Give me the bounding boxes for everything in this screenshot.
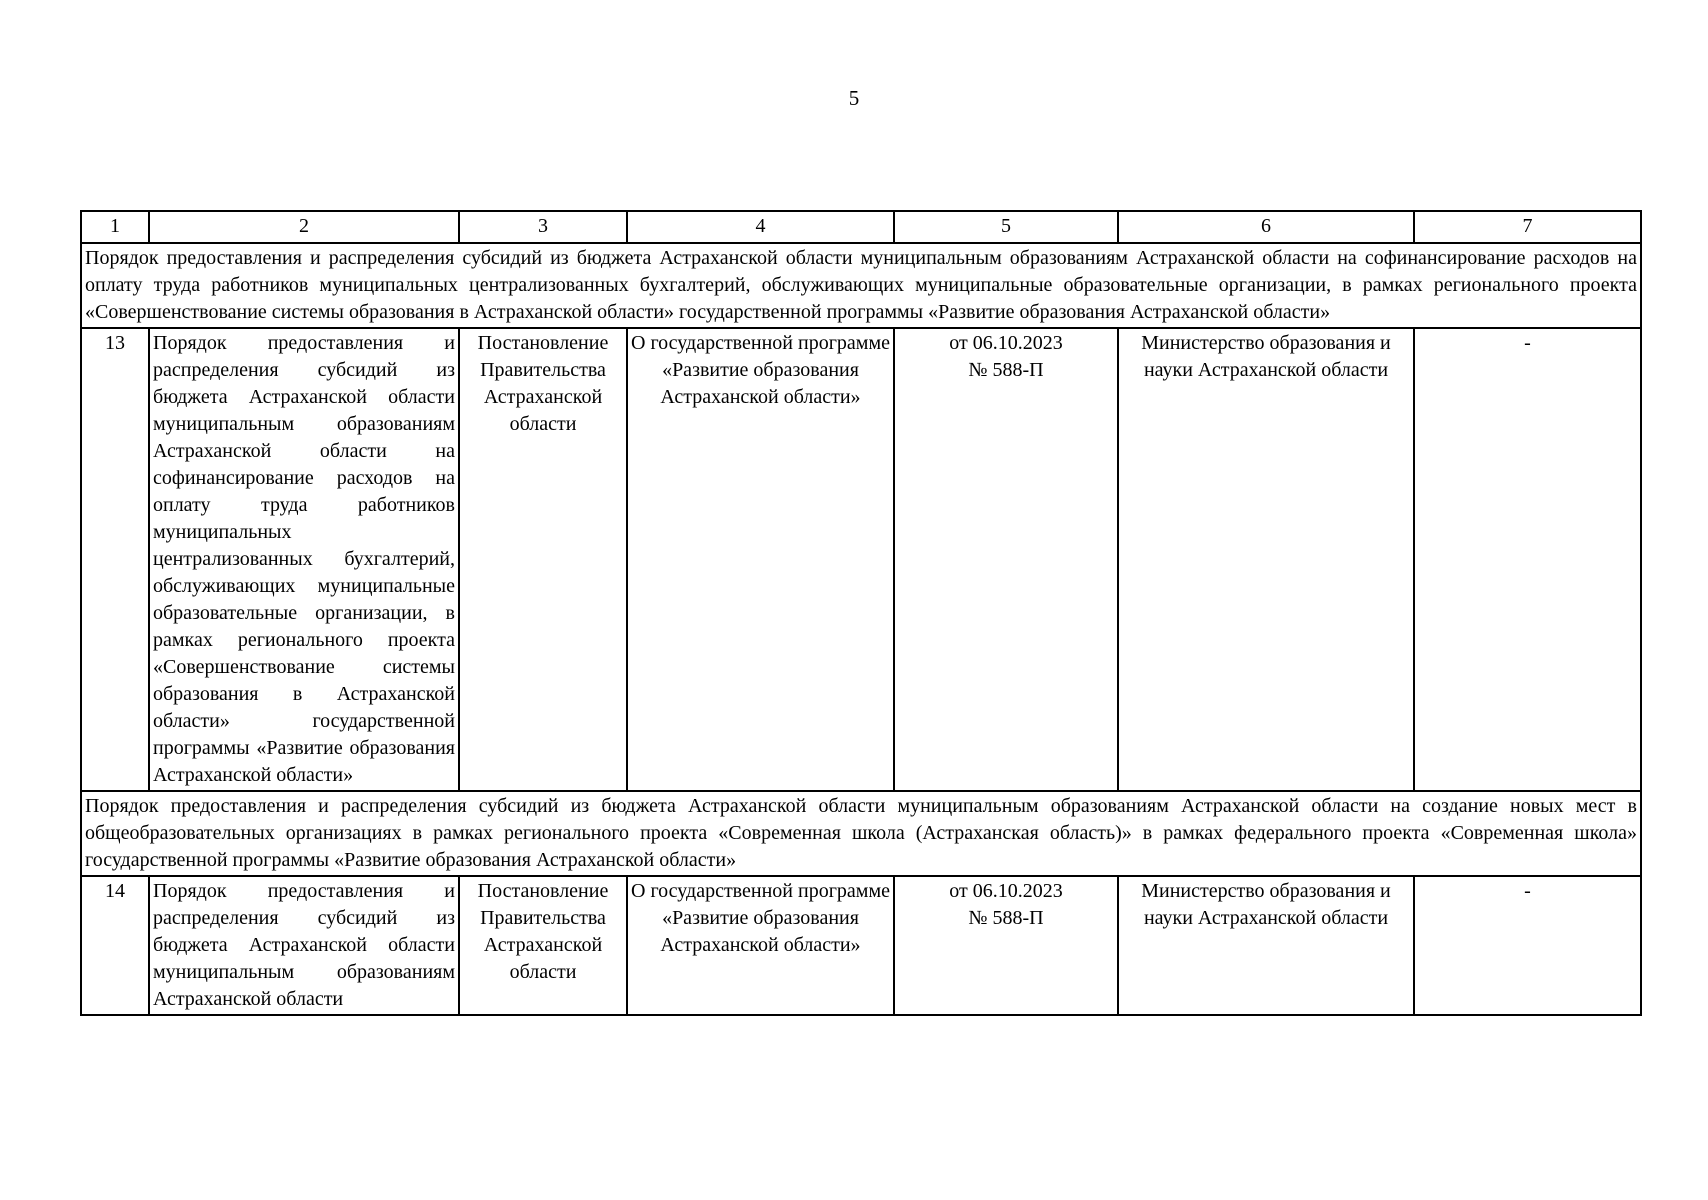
row-doc-date-number [894, 328, 1118, 791]
table-row [81, 876, 1641, 1015]
row-note: - [1414, 328, 1641, 791]
header-cell-1: 1 [81, 211, 149, 243]
header-cell-2: 2 [149, 211, 459, 243]
section-row [81, 791, 1641, 876]
row-doc-date: от 06.10.2023 [949, 332, 1063, 354]
row-note: - [1414, 876, 1641, 1015]
table-row [81, 328, 1641, 791]
header-cell-5: 5 [894, 211, 1118, 243]
header-cell-3: 3 [459, 211, 627, 243]
row-number: 13 [81, 328, 149, 791]
row-number: 14 [81, 876, 149, 1015]
header-cell-6: 6 [1118, 211, 1414, 243]
section-row [81, 243, 1641, 328]
header-cell-4: 4 [627, 211, 894, 243]
row-doc-date-number [894, 876, 1118, 1015]
section-title: Порядок предоставления и распределения субсидий из бюджета Астраханской области муниципальным образованиям Астраханской области на создание новых мест в общеобразовательных организациях в рамках регионального проекта «Современная школа (Астраханская область)» в рамках федерального проекта «Современная школа» государственной программы «Развитие образования Астраханской области» [81, 791, 1641, 876]
row-name: Порядок предоставления и распределения субсидий из бюджета Астраханской области муниципальным образованиям Астраханской области на софинансирование расходов на оплату труда работников муниципальных централизованных бухгалтерий, обслуживающих муниципальные образовательные организации, в рамках регионального проекта «Совершенствование системы образования в Астраханской области» государственной программы «Развитие образования Астраханской области» [149, 328, 459, 791]
document-table [80, 210, 1642, 1016]
row-doc-title: О государственной программе «Развитие образования Астраханской области» [627, 876, 894, 1015]
row-doc-date: от 06.10.2023 [949, 880, 1063, 902]
row-doc-number: № 588-П [968, 359, 1044, 381]
row-ministry: Министерство образования и науки Астраханской области [1118, 328, 1414, 791]
row-doc-number: № 588-П [968, 907, 1044, 929]
row-doc-type: Постановление Правительства Астраханской области [459, 876, 627, 1015]
row-doc-title: О государственной программе «Развитие образования Астраханской области» [627, 328, 894, 791]
row-doc-type: Постановление Правительства Астраханской области [459, 328, 627, 791]
header-cell-7: 7 [1414, 211, 1641, 243]
row-name: Порядок предоставления и распределения субсидий из бюджета Астраханской области муниципальным образованиям Астраханской области [149, 876, 459, 1015]
header-row [81, 211, 1641, 243]
page-number: 5 [848, 86, 860, 110]
section-title: Порядок предоставления и распределения субсидий из бюджета Астраханской области муниципальным образованиям Астраханской области на софинансирование расходов на оплату труда работников муниципальных централизованных бухгалтерий, обслуживающих муниципальные образовательные организации, в рамках регионального проекта «Совершенствование системы образования в Астраханской области» государственной программы «Развитие образования Астраханской области» [81, 243, 1641, 328]
row-ministry: Министерство образования и науки Астраханской области [1118, 876, 1414, 1015]
